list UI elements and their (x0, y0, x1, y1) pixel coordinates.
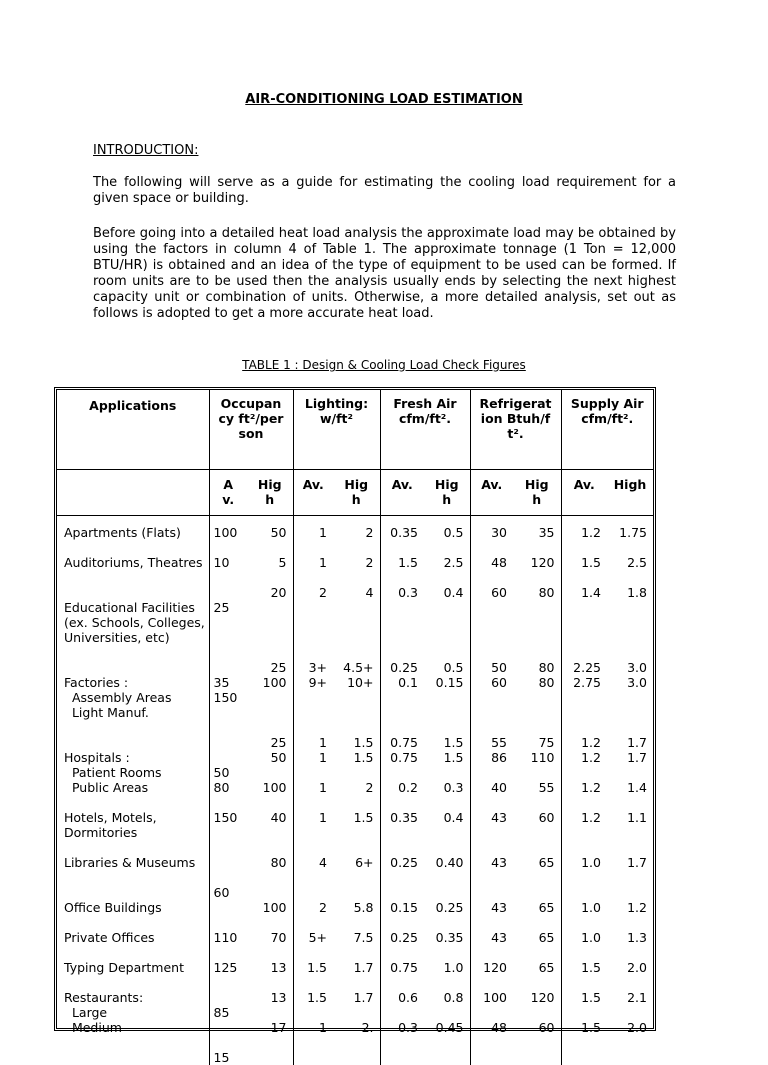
value-cell (333, 1050, 380, 1065)
header-supply-air: Supply Air cfm/ft². (561, 390, 653, 470)
value-cell: 50 (247, 516, 293, 556)
load-table-frame (56, 389, 654, 1029)
subheader-fresh-air-av: Av. (380, 470, 424, 516)
value-cell (470, 885, 513, 900)
value-cell: 1.5 2 (333, 750, 380, 810)
value-cell: 0.4 (424, 810, 470, 855)
value-cell: 15 (209, 1050, 247, 1065)
value-cell: 70 (247, 930, 293, 960)
value-cell: 2.5 (424, 555, 470, 585)
table-header-row (57, 390, 653, 470)
value-cell (607, 1050, 653, 1065)
value-cell: 0.75 (380, 960, 424, 990)
value-cell (247, 1050, 293, 1065)
subheader-supply-air-av: Av. (561, 470, 607, 516)
value-cell: 0.35 (380, 516, 424, 556)
value-cell: 65 (513, 930, 561, 960)
application-cell (57, 1050, 209, 1065)
value-cell (247, 885, 293, 900)
subheader-supply-air-high: High (607, 470, 653, 516)
value-cell: 50 80 (209, 750, 247, 810)
value-cell: 0.25 (380, 855, 424, 885)
value-cell: 5.8 (333, 900, 380, 930)
value-cell: 110 (209, 930, 247, 960)
value-cell: 2.5 (607, 555, 653, 585)
value-cell: 1.5 (561, 555, 607, 585)
value-cell: 0.25 (380, 930, 424, 960)
value-cell: 1.0 (561, 930, 607, 960)
value-cell: 1.7 (333, 960, 380, 990)
intro-heading: INTRODUCTION: (93, 143, 198, 158)
value-cell: 2 (293, 585, 333, 600)
value-cell (513, 600, 561, 660)
subheader-blank (57, 470, 209, 516)
application-cell (57, 885, 209, 900)
application-cell: Educational Facilities (ex. Schools, Colleges, Universities, etc) (57, 600, 209, 660)
value-cell: 1.8 (607, 585, 653, 600)
value-cell (380, 1050, 424, 1065)
value-cell: 30 (470, 516, 513, 556)
table-row (57, 885, 653, 900)
value-cell: 4.5+ (333, 660, 380, 675)
value-cell: 7.5 (333, 930, 380, 960)
value-cell: 2 (293, 900, 333, 930)
value-cell: 1.5 (380, 555, 424, 585)
application-cell: Apartments (Flats) (57, 516, 209, 556)
value-cell: 1.3 (607, 930, 653, 960)
value-cell: 125 (209, 960, 247, 990)
table-row (57, 1050, 653, 1065)
value-cell: 0.4 (424, 585, 470, 600)
value-cell: 150 (209, 810, 247, 855)
subheader-refrigeration-high: High (513, 470, 561, 516)
value-cell: 1.2 (607, 900, 653, 930)
subheader-occupancy-high: High (247, 470, 293, 516)
value-cell (380, 600, 424, 660)
value-cell: 1.5 (561, 960, 607, 990)
value-cell: 85 (209, 990, 247, 1050)
value-cell: 43 (470, 810, 513, 855)
value-cell: 25 (247, 735, 293, 750)
table-row (57, 930, 653, 960)
table-subheader-row (57, 470, 653, 516)
value-cell: 0.75 0.2 (380, 750, 424, 810)
table-row (57, 900, 653, 930)
application-cell: Auditoriums, Theatres (57, 555, 209, 585)
table-row (57, 810, 653, 855)
subheader-refrigeration-av: Av. (470, 470, 513, 516)
value-cell: 1.75 (607, 516, 653, 556)
load-check-table (57, 390, 653, 1065)
value-cell (607, 600, 653, 660)
application-cell: Restaurants: Large Medium (57, 990, 209, 1050)
value-cell (333, 885, 380, 900)
application-cell: Office Buildings (57, 900, 209, 930)
table-row (57, 555, 653, 585)
value-cell: 75 (513, 735, 561, 750)
value-cell: 1.5 (424, 735, 470, 750)
header-refrigeration: Refrigeration Btuh/ft². (470, 390, 561, 470)
value-cell (424, 885, 470, 900)
value-cell: 0.40 (424, 855, 470, 885)
table-row (57, 750, 653, 810)
value-cell: 1.1 (607, 810, 653, 855)
value-cell: 0.25 (380, 660, 424, 675)
application-cell: Libraries & Museums (57, 855, 209, 885)
value-cell: 1 (293, 555, 333, 585)
header-fresh-air: Fresh Air cfm/ft². (380, 390, 470, 470)
value-cell (293, 600, 333, 660)
value-cell: 1.0 (561, 900, 607, 930)
header-lighting: Lighting: w/ft² (293, 390, 380, 470)
value-cell: 80 (247, 855, 293, 885)
value-cell (209, 735, 247, 750)
value-cell (470, 600, 513, 660)
value-cell (209, 855, 247, 885)
value-cell: 1.7 (607, 735, 653, 750)
value-cell: 1.5 (333, 735, 380, 750)
application-cell: Hotels, Motels, Dormitories (57, 810, 209, 855)
table-row (57, 960, 653, 990)
value-cell: 1.5 (293, 960, 333, 990)
value-cell (561, 600, 607, 660)
value-cell: 60 (470, 585, 513, 600)
subheader-lighting-high: High (333, 470, 380, 516)
value-cell: 80 (513, 585, 561, 600)
table-row (57, 735, 653, 750)
value-cell: 1 1 (293, 750, 333, 810)
value-cell: 0.75 (380, 735, 424, 750)
value-cell: 25 (209, 600, 247, 660)
table-body (57, 516, 653, 1065)
value-cell: 1.2 (561, 735, 607, 750)
value-cell: 2.75 (561, 675, 607, 735)
value-cell: 2.0 (607, 960, 653, 990)
value-cell: 1.0 (424, 960, 470, 990)
value-cell: 5 (247, 555, 293, 585)
value-cell: 2 (333, 555, 380, 585)
value-cell: 1.4 (561, 585, 607, 600)
value-cell: 35 150 (209, 675, 247, 735)
value-cell: 0.35 (380, 810, 424, 855)
application-cell (57, 735, 209, 750)
value-cell: 0.25 (424, 900, 470, 930)
value-cell: 25 (247, 660, 293, 675)
value-cell: 60 (209, 885, 247, 900)
value-cell: 13 (247, 960, 293, 990)
subheader-lighting-av: Av. (293, 470, 333, 516)
value-cell: 1.0 (561, 855, 607, 885)
application-cell (57, 660, 209, 675)
value-cell: 2 (333, 516, 380, 556)
value-cell: 86 40 (470, 750, 513, 810)
value-cell: 0.15 (380, 900, 424, 930)
application-cell: Typing Department (57, 960, 209, 990)
application-cell: Hospitals : Patient Rooms Public Areas (57, 750, 209, 810)
value-cell: 10+ (333, 675, 380, 735)
value-cell (561, 885, 607, 900)
value-cell: 110 55 (513, 750, 561, 810)
value-cell: 0.3 (380, 585, 424, 600)
value-cell: 55 (470, 735, 513, 750)
value-cell: 65 (513, 900, 561, 930)
value-cell: 3.0 (607, 660, 653, 675)
value-cell: 40 (247, 810, 293, 855)
table-row (57, 990, 653, 1050)
header-occupancy: Occupancy ft²/person (209, 390, 293, 470)
value-cell: 65 (513, 855, 561, 885)
value-cell: 20 (247, 585, 293, 600)
document-title: AIR-CONDITIONING LOAD ESTIMATION (0, 92, 768, 107)
value-cell: 1 (293, 516, 333, 556)
value-cell: 0.5 (424, 660, 470, 675)
value-cell (470, 1050, 513, 1065)
value-cell: 0.5 (424, 516, 470, 556)
value-cell: 80 (513, 660, 561, 675)
value-cell: 6+ (333, 855, 380, 885)
intro-paragraph-1: The following will serve as a guide for estimating the cooling load requirement for a given space or building. (93, 175, 676, 207)
application-cell: Private Offices (57, 930, 209, 960)
value-cell (424, 1050, 470, 1065)
value-cell: 0.6 0.3 (380, 990, 424, 1050)
value-cell: 43 (470, 930, 513, 960)
application-cell (57, 585, 209, 600)
value-cell: 1.5 (333, 810, 380, 855)
value-cell (293, 885, 333, 900)
value-cell: 100 (209, 516, 247, 556)
value-cell: 60 (470, 675, 513, 735)
value-cell (209, 900, 247, 930)
value-cell (293, 1050, 333, 1065)
table-row (57, 600, 653, 660)
value-cell: 0.8 0.45 (424, 990, 470, 1050)
table-row (57, 585, 653, 600)
value-cell: 1.2 (561, 810, 607, 855)
value-cell: 3.0 (607, 675, 653, 735)
value-cell (209, 585, 247, 600)
value-cell: 50 (470, 660, 513, 675)
table-row (57, 660, 653, 675)
value-cell: 100 48 (470, 990, 513, 1050)
value-cell: 2.1 2.0 (607, 990, 653, 1050)
value-cell: 0.15 (424, 675, 470, 735)
table-caption: TABLE 1 : Design & Cooling Load Check Figures (0, 358, 768, 372)
value-cell: 120 (513, 555, 561, 585)
application-cell: Factories : Assembly Areas Light Manuf. (57, 675, 209, 735)
subheader-occupancy-av: Av. (209, 470, 247, 516)
value-cell: 120 (470, 960, 513, 990)
value-cell: 1.7 1.4 (607, 750, 653, 810)
value-cell: 1.5 1 (293, 990, 333, 1050)
value-cell: 1 (293, 810, 333, 855)
value-cell: 5+ (293, 930, 333, 960)
value-cell: 60 (513, 810, 561, 855)
value-cell: 10 (209, 555, 247, 585)
intro-paragraph-2: Before going into a detailed heat load analysis the approximate load may be obtained by using the factors in column 4 of Table 1. The approximate tonnage (1 Ton = 12,000 BTU/HR) is obtained and an idea of the type of equipment to be used can be formed. If room units are to be used then the analysis usually ends by selecting the next highest capacity unit or combination of units. Otherwise, a more detailed analysis, set out as follows is adopted to get a more accurate heat load. (93, 226, 676, 322)
value-cell: 1.7 (607, 855, 653, 885)
value-cell: 0.1 (380, 675, 424, 735)
value-cell (561, 1050, 607, 1065)
value-cell (380, 885, 424, 900)
header-applications: Applications (57, 390, 209, 470)
value-cell: 1.2 (561, 516, 607, 556)
value-cell: 3+ (293, 660, 333, 675)
value-cell: 48 (470, 555, 513, 585)
value-cell (333, 600, 380, 660)
value-cell (607, 885, 653, 900)
value-cell: 4 (333, 585, 380, 600)
value-cell: 43 (470, 900, 513, 930)
value-cell: 43 (470, 855, 513, 885)
value-cell (513, 1050, 561, 1065)
table-row (57, 516, 653, 556)
value-cell: 2.25 (561, 660, 607, 675)
value-cell: 13 17 (247, 990, 293, 1050)
table-row (57, 675, 653, 735)
value-cell: 9+ (293, 675, 333, 735)
value-cell: 1.2 1.2 (561, 750, 607, 810)
value-cell: 1.5 0.3 (424, 750, 470, 810)
value-cell: 1.5 1.5 (561, 990, 607, 1050)
value-cell: 1.7 2. (333, 990, 380, 1050)
subheader-fresh-air-high: High (424, 470, 470, 516)
value-cell (209, 660, 247, 675)
value-cell: 65 (513, 960, 561, 990)
table-row (57, 855, 653, 885)
value-cell (424, 600, 470, 660)
value-cell: 4 (293, 855, 333, 885)
value-cell: 80 (513, 675, 561, 735)
value-cell: 50 100 (247, 750, 293, 810)
value-cell: 1 (293, 735, 333, 750)
value-cell: 35 (513, 516, 561, 556)
value-cell: 100 (247, 900, 293, 930)
value-cell (247, 600, 293, 660)
value-cell: 120 60 (513, 990, 561, 1050)
value-cell (513, 885, 561, 900)
value-cell: 0.35 (424, 930, 470, 960)
value-cell: 100 (247, 675, 293, 735)
